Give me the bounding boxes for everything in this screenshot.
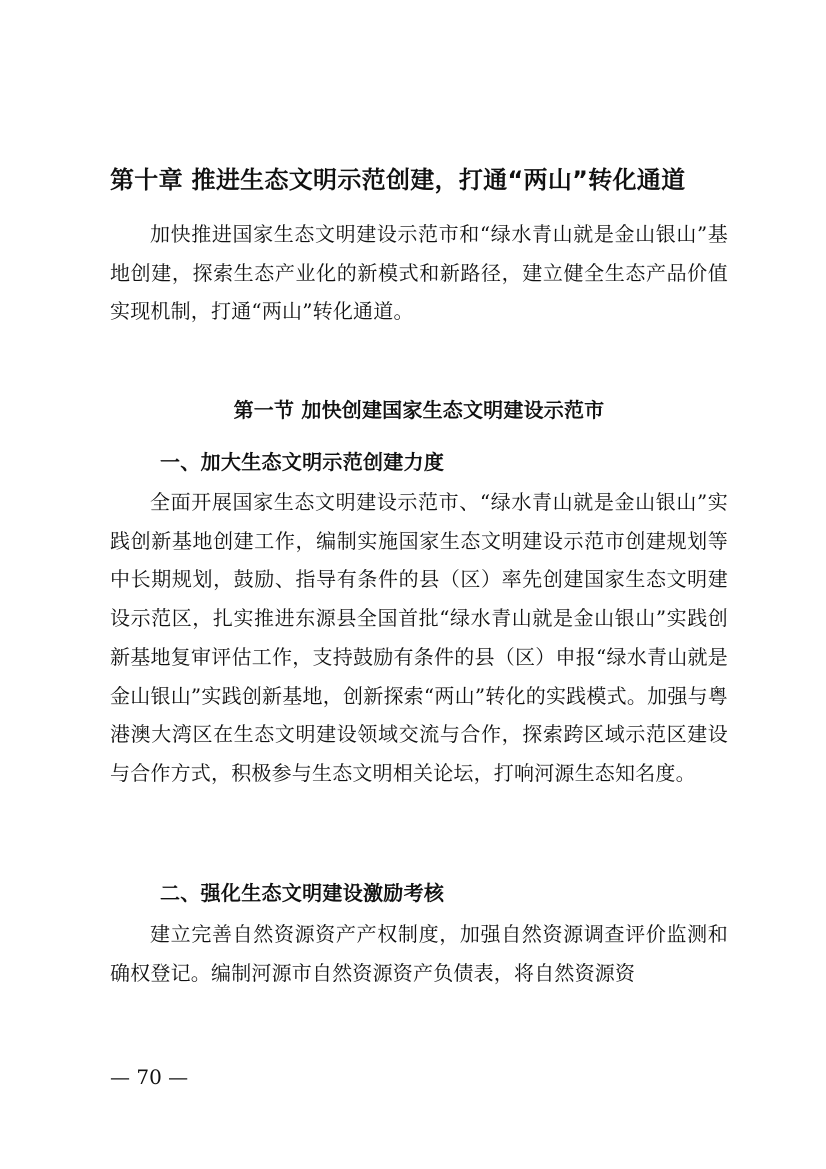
subsection-heading-2: 二、强化生态文明建设激励考核 <box>160 881 445 905</box>
section-title: 第一节 加快创建国家生态文明建设示范市 <box>233 398 605 422</box>
chapter-title: 第十章 推进生态文明示范创建，打通“两山”转化通道 <box>110 166 686 194</box>
page-number: — 70 — <box>110 1065 189 1089</box>
subsection-body-2: 建立完善自然资源资产产权制度，加强自然资源调查评价监测和确权登记。编制河源市自然资源资产负债表，将自然资源资 <box>110 922 728 985</box>
chapter-intro-paragraph: 加快推进国家生态文明建设示范市和“绿水青山就是金山银山”基地创建，探索生态产业化的新模式和新路径，建立健全生态产品价值实现机制，打通“两山”转化通道。 <box>110 222 728 324</box>
subsection-heading-1: 一、加大生态文明示范创建力度 <box>160 450 445 474</box>
subsection-body-1: 全面开展国家生态文明建设示范市、“绿水青山就是金山银山”实践创新基地创建工作，编制实施国家生态文明建设示范市创建规划等中长期规划，鼓励、指导有条件的县（区）率先创建国家生态文明建设示范区，扎实推进东源县全国首批“绿水青山就是金山银山”实践创新基地复审评估工作，支持鼓励有条件的县（区）申报“绿水青山就是金山银山”实践创新基地，创新探索“两山”转化的实践模式。加强与粤港澳大湾区在生态文明建设领域交流与合作，探索跨区域示范区建设与合作方式，积极参与生态文明相关论坛，打响河源生态知名度。 <box>110 490 728 785</box>
